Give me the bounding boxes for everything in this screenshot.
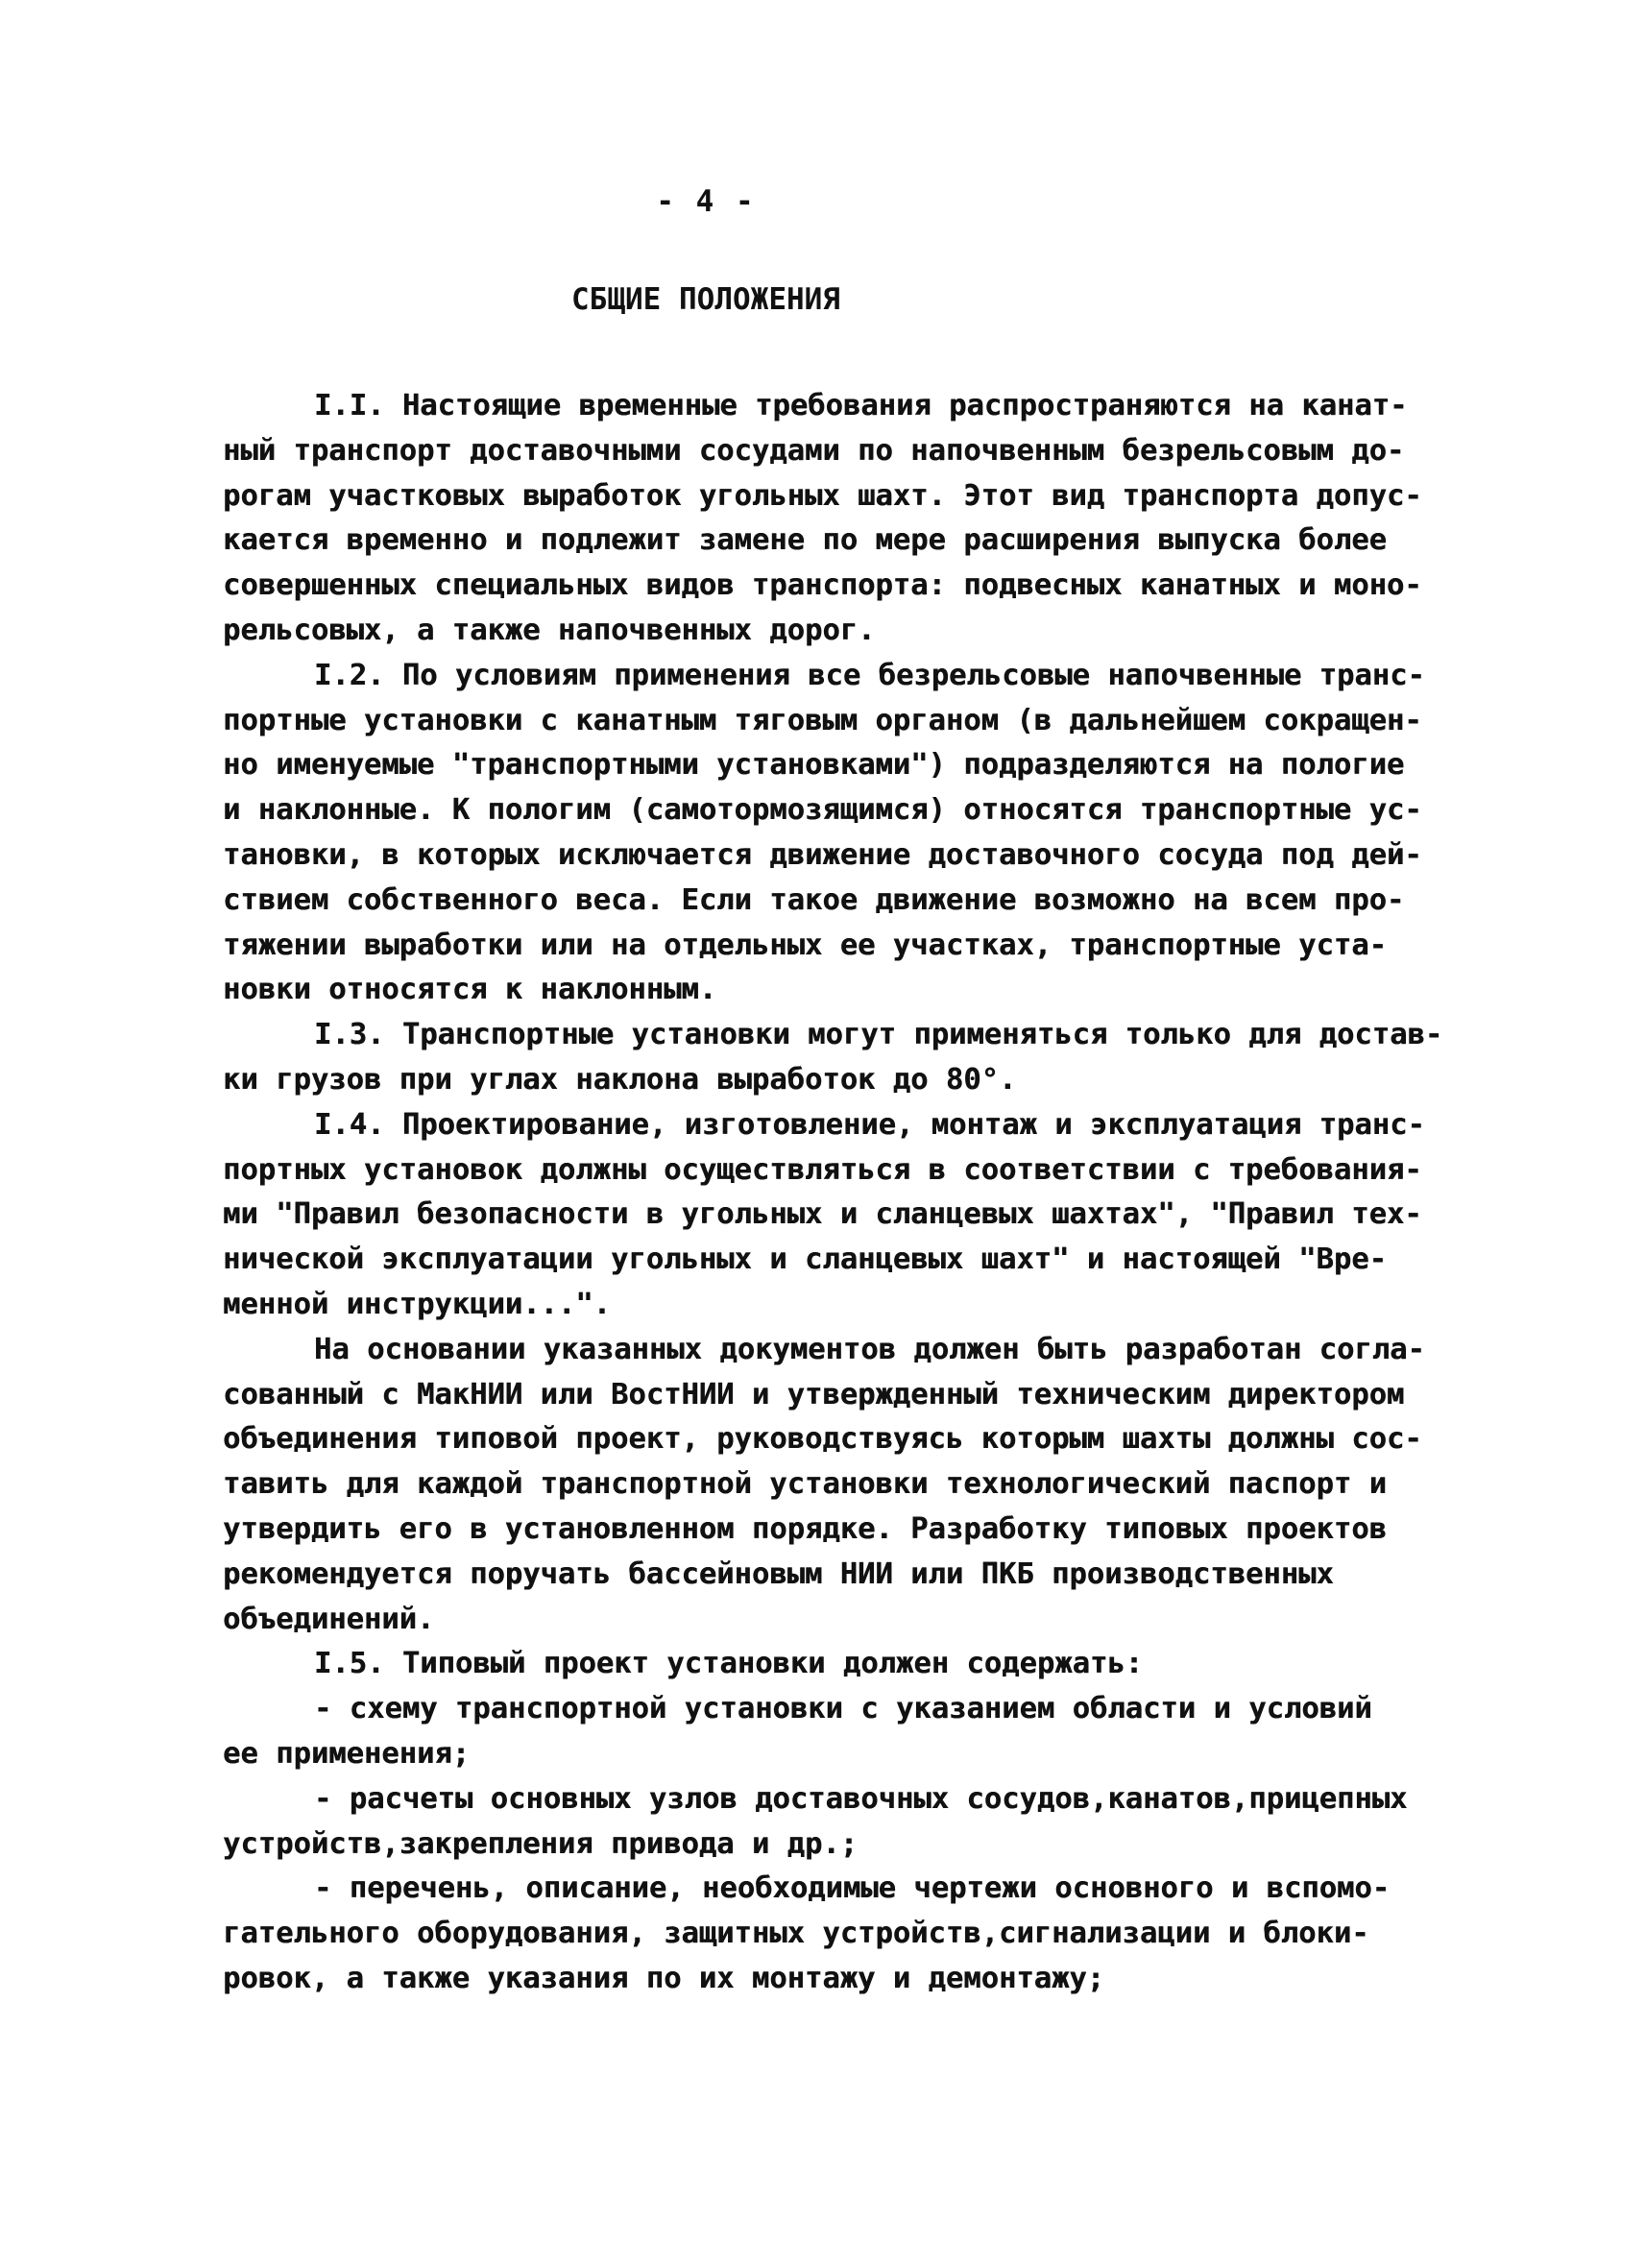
paragraph [223, 1328, 1471, 1643]
text-line: ки грузов при углах наклона выработок до 80°. [223, 1062, 1017, 1097]
text-line: тяжении выработки или на отдельных ее участках, транспортные уста- [223, 928, 1387, 962]
list-item [223, 1687, 1471, 1777]
text-line: утвердить его в установленном порядке. Разработку типовых проектов [223, 1511, 1387, 1546]
text-line: портных установок должны осуществляться в соответствии с требования- [223, 1152, 1422, 1187]
text-line: объединений. [223, 1602, 435, 1636]
list-item [223, 1867, 1471, 2001]
text-line: - расчеты основных узлов доставочных сосудов,канатов,прицепных [314, 1781, 1408, 1816]
text-line: I.5. Типовый проект установки должен содержать: [314, 1647, 1144, 1681]
text-line: объединения типовой проект, руководствуясь которым шахты должны сос- [223, 1422, 1422, 1457]
text-line: рогам участковых выработок угольных шахт. Этот вид транспорта допус- [223, 478, 1422, 513]
text-line: и наклонные. К пологим (самотормозящимся) относятся транспортные ус- [223, 793, 1422, 828]
text-line: ствием собственного веса. Если такое движение возможно на всем про- [223, 882, 1405, 917]
text-line: ее применения; [223, 1736, 471, 1771]
page-number: - 4 - [656, 184, 756, 219]
text-line: I.4. Проектирование, изготовление, монтаж и эксплуатация транс- [314, 1107, 1425, 1142]
paragraph [223, 1103, 1471, 1328]
paragraph [223, 654, 1471, 1013]
text-line: - схему транспортной установки с указанием области и условий [314, 1692, 1372, 1726]
text-line: ми "Правил безопасности в угольных и сланцевых шахтах", "Правил тех- [223, 1197, 1422, 1232]
text-line: менной инструкции...". [223, 1287, 611, 1321]
text-line: ный транспорт доставочными сосудами по напочвенным безрельсовым до- [223, 433, 1405, 468]
text-line: I.I. Настоящие временные требования распространяются на канат- [314, 389, 1408, 422]
text-line: I.2. По условиям применения все безрельсовые напочвенные транс- [314, 658, 1425, 692]
section-title: СБЩИЕ ПОЛОЖЕНИЯ [571, 282, 840, 317]
text-line: нической эксплуатации угольных и сланцевых шахт" и настоящей "Вре- [223, 1243, 1387, 1277]
text-line: сованный с МакНИИ или ВостНИИ и утвержденный техническим директором [223, 1377, 1405, 1411]
text-line: ровок, а также указания по их монтажу и демонтажу; [223, 1961, 1105, 1995]
text-line: рельсовых, а также напочвенных дорог. [223, 613, 876, 647]
text-line: кается временно и подлежит замене по мере расширения выпуска более [223, 523, 1387, 558]
text-line: совершенных специальных видов транспорта: подвесных канатных и моно- [223, 568, 1422, 603]
text-line: новки относятся к наклонным. [223, 973, 717, 1007]
text-line: портные установки с канатным тяговым органом (в дальнейшем сокращен- [223, 703, 1422, 737]
text-line: - перечень, описание, необходимые чертежи основного и вспомо- [314, 1871, 1391, 1906]
paragraph [223, 1013, 1471, 1103]
text-line: устройств,закрепления привода и др.; [223, 1826, 859, 1861]
text-line: тавить для каждой транспортной установки технологический паспорт и [223, 1467, 1387, 1502]
paragraph [223, 384, 1471, 654]
body-text [223, 384, 1471, 2002]
text-line: тановки, в которых исключается движение доставочного сосуда под дей- [223, 837, 1422, 872]
text-line: На основании указанных документов должен быть разработан согла- [314, 1332, 1425, 1366]
text-line: рекомендуется поручать бассейновым НИИ или ПКБ производственных [223, 1556, 1334, 1591]
paragraph [223, 1642, 1471, 1687]
text-line: I.3. Транспортные установки могут применяться только для достав- [314, 1018, 1443, 1052]
list-item [223, 1777, 1471, 1868]
text-line: но именуемые "транспортными установками") подразделяются на пологие [223, 748, 1405, 783]
text-line: гательного оборудования, защитных устройств,сигнализации и блоки- [223, 1917, 1369, 1951]
